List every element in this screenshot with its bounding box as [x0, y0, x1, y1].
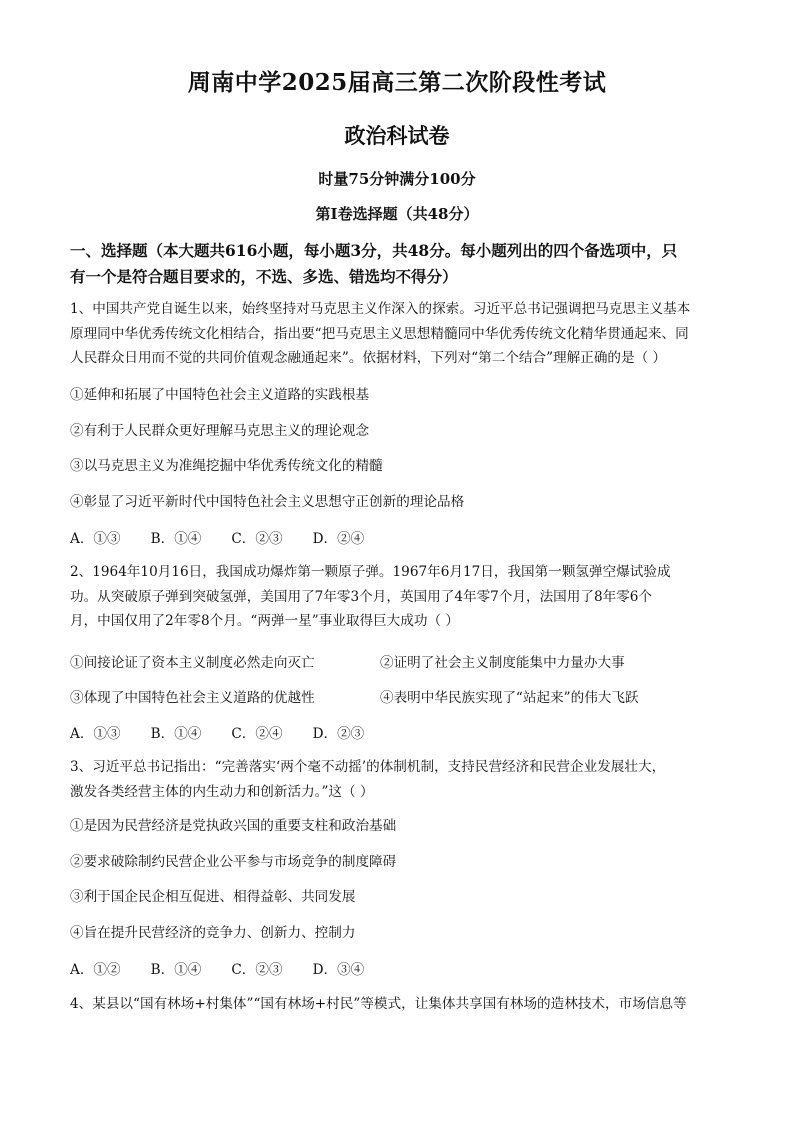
question-1-stem — [70, 297, 724, 371]
answer-choice[interactable]: A．①③ — [70, 531, 121, 547]
answer-choice[interactable]: D．②③ — [312, 726, 365, 742]
stem-line: 功。从突破原子弹到突破氢弹，美国用了7年零3个月，英国用了4年零7个月，法国用了8年零6个 — [70, 588, 653, 605]
stem-line: 4、某县以“国有林场+村集体”“国有林场+村民”等模式，让集体共享国有林场的造林技术，市场信息等 — [70, 996, 687, 1012]
stem-line: 1、中国共产党自诞生以来，始终坚持对马克思主义作深入的探索。习近平总书记强调把马克思主义基本 — [70, 301, 691, 317]
question-2-stem — [70, 560, 724, 634]
answer-choice[interactable]: B．①④ — [150, 726, 202, 742]
answer-choice[interactable]: B．①④ — [150, 531, 202, 547]
question-4-stem — [70, 992, 724, 1017]
question-1-options — [70, 383, 724, 514]
question-3-options — [70, 814, 724, 945]
answer-choice[interactable]: B．①④ — [150, 962, 202, 978]
option-item: ③利于国企民企相互促进、相得益彰、共同发展 — [70, 889, 356, 905]
section-line: 一、选择题（本大题共616小题，每小题3分，共48分。每小题列出的四个备选项中，只 — [70, 241, 678, 260]
option-item: ③体现了中国特色社会主义道路的优越性 — [70, 690, 315, 706]
answer-choice[interactable]: C．②③ — [231, 531, 283, 547]
answer-choice[interactable]: C．②③ — [231, 962, 283, 978]
option-item: ②要求破除制约民营企业公平参与市场竞争的制度障碍 — [70, 853, 397, 870]
time-score: 时量75分钟满分100分 — [318, 170, 476, 188]
section-line: 有一个是符合题目要求的，不选、多选、错选均不得分） — [70, 267, 458, 286]
question-2-answers — [70, 722, 394, 742]
answer-choice[interactable]: D．③④ — [312, 962, 365, 978]
question-3-answers — [70, 958, 394, 978]
question-3-stem — [70, 755, 724, 804]
stem-line: 激发各类经营主体的内生动力和创新活力。”这（ ） — [70, 783, 374, 800]
part-title: 第I卷选择题（共48分） — [315, 205, 479, 223]
option-item: ②证明了社会主义制度能集中力量办大事 — [380, 655, 625, 671]
stem-line: 2、1964年10月16日，我国成功爆炸第一颗原子弹。1967年6月17日，我国第一颗氢弹空爆试验成 — [70, 564, 671, 580]
option-item: ④彰显了习近平新时代中国特色社会主义思想守正创新的理论品格 — [70, 493, 465, 510]
answer-choice[interactable]: A．①② — [70, 962, 121, 978]
stem-line: 3、习近平总书记指出：“完善落实‘两个毫不动摇’的体制机制，支持民营经济和民营企业发展壮大， — [70, 759, 666, 775]
option-item: ④旨在提升民营经济的竞争力、创新力、控制力 — [70, 924, 356, 941]
stem-line: 月，中国仅用了2年零8个月。“两弹一星”事业取得巨大成功（ ） — [70, 613, 459, 629]
option-item: ③以马克思主义为准绳挖掘中华优秀传统文化的精髓 — [70, 458, 383, 474]
stem-line: 人民群众日用而不觉的共同价值观念融通起来”。依据材料，下列对“第二个结合”理解正确的是（ ） — [70, 350, 667, 366]
answer-choice[interactable]: C．②④ — [231, 726, 283, 742]
option-item: ①间接论证了资本主义制度必然走向灭亡 — [70, 655, 315, 671]
subject-title: 政治科试卷 — [344, 123, 450, 148]
question-1-answers — [70, 527, 394, 547]
option-item: ②有利于人民群众更好理解马克思主义的理论观念 — [70, 422, 370, 439]
section-heading — [70, 238, 724, 290]
answer-choice[interactable]: D．②④ — [312, 531, 365, 547]
exam-title: 周南中学2025届高三第二次阶段性考试 — [187, 69, 607, 96]
stem-line: 原理同中华优秀传统文化相结合，指出要“把马克思主义思想精髓同中华优秀传统文化精华贯通起来、同 — [70, 325, 689, 342]
option-item: ①是因为民营经济是党执政兴国的重要支柱和政治基础 — [70, 818, 397, 834]
option-item: ①延伸和拓展了中国特色社会主义道路的实践根基 — [70, 387, 370, 403]
option-item: ④表明中华民族实现了“站起来”的伟大飞跃 — [380, 690, 639, 706]
answer-choice[interactable]: A．①③ — [70, 726, 121, 742]
